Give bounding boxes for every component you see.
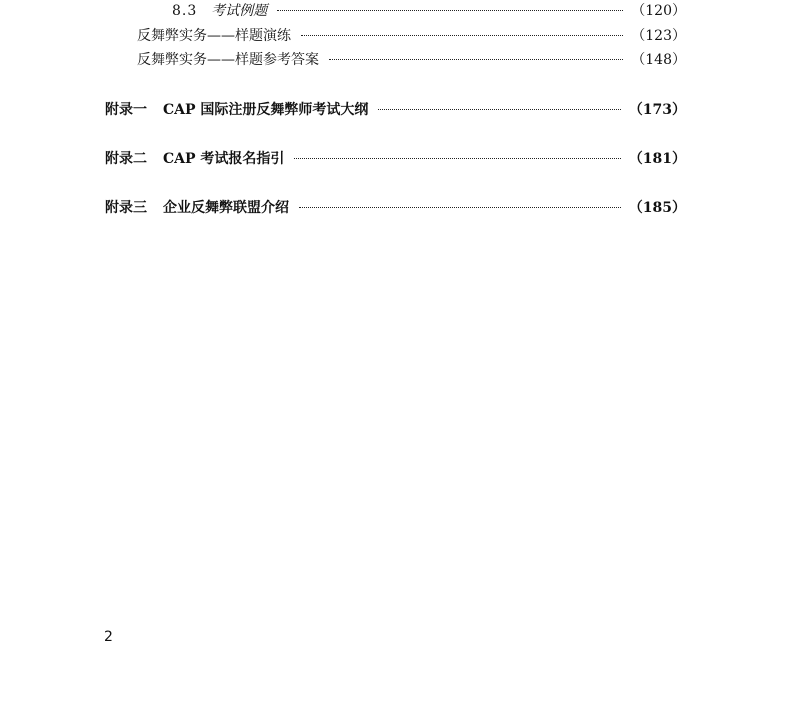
toc-entry-title xyxy=(105,199,289,217)
appendix-title: CAP 考试报名指引 xyxy=(163,151,285,167)
appendix-label: 附录一 xyxy=(105,102,147,118)
toc-entry-title xyxy=(105,150,284,168)
appendix-label: 附录三 xyxy=(105,200,147,216)
dot-leader xyxy=(378,109,620,110)
toc-entry-title xyxy=(105,101,368,119)
page-folio: 2 xyxy=(104,629,113,645)
dot-leader xyxy=(329,59,623,60)
dot-leader xyxy=(294,158,620,159)
toc-entry-appendix-3 xyxy=(105,199,686,217)
section-title: 考试例题 xyxy=(211,3,268,19)
page-number: （148） xyxy=(631,52,686,68)
page-number: （120） xyxy=(631,3,686,19)
section-number: 8.3 xyxy=(172,3,198,19)
toc-entry-practice xyxy=(137,27,686,45)
toc-entry-appendix-1 xyxy=(105,101,686,119)
toc-entry-title: 反舞弊实务——样题演练 xyxy=(137,28,291,44)
page-number: （181） xyxy=(628,151,686,167)
toc-entry-title: 反舞弊实务——样题参考答案 xyxy=(137,52,319,68)
appendix-title: CAP 国际注册反舞弊师考试大纲 xyxy=(163,102,369,118)
page-number: （173） xyxy=(628,102,686,118)
dot-leader xyxy=(299,207,621,208)
toc-entry-title xyxy=(172,2,267,20)
appendix-label: 附录二 xyxy=(105,151,147,167)
page-number: （185） xyxy=(628,200,686,216)
page-number: （123） xyxy=(631,28,686,44)
appendix-title: 企业反舞弊联盟介绍 xyxy=(163,200,289,216)
dot-leader xyxy=(301,35,623,36)
toc-entry-answers xyxy=(137,51,686,69)
toc-entry-appendix-2 xyxy=(105,150,686,168)
toc-entry-8-3 xyxy=(172,2,686,20)
dot-leader xyxy=(277,10,623,11)
